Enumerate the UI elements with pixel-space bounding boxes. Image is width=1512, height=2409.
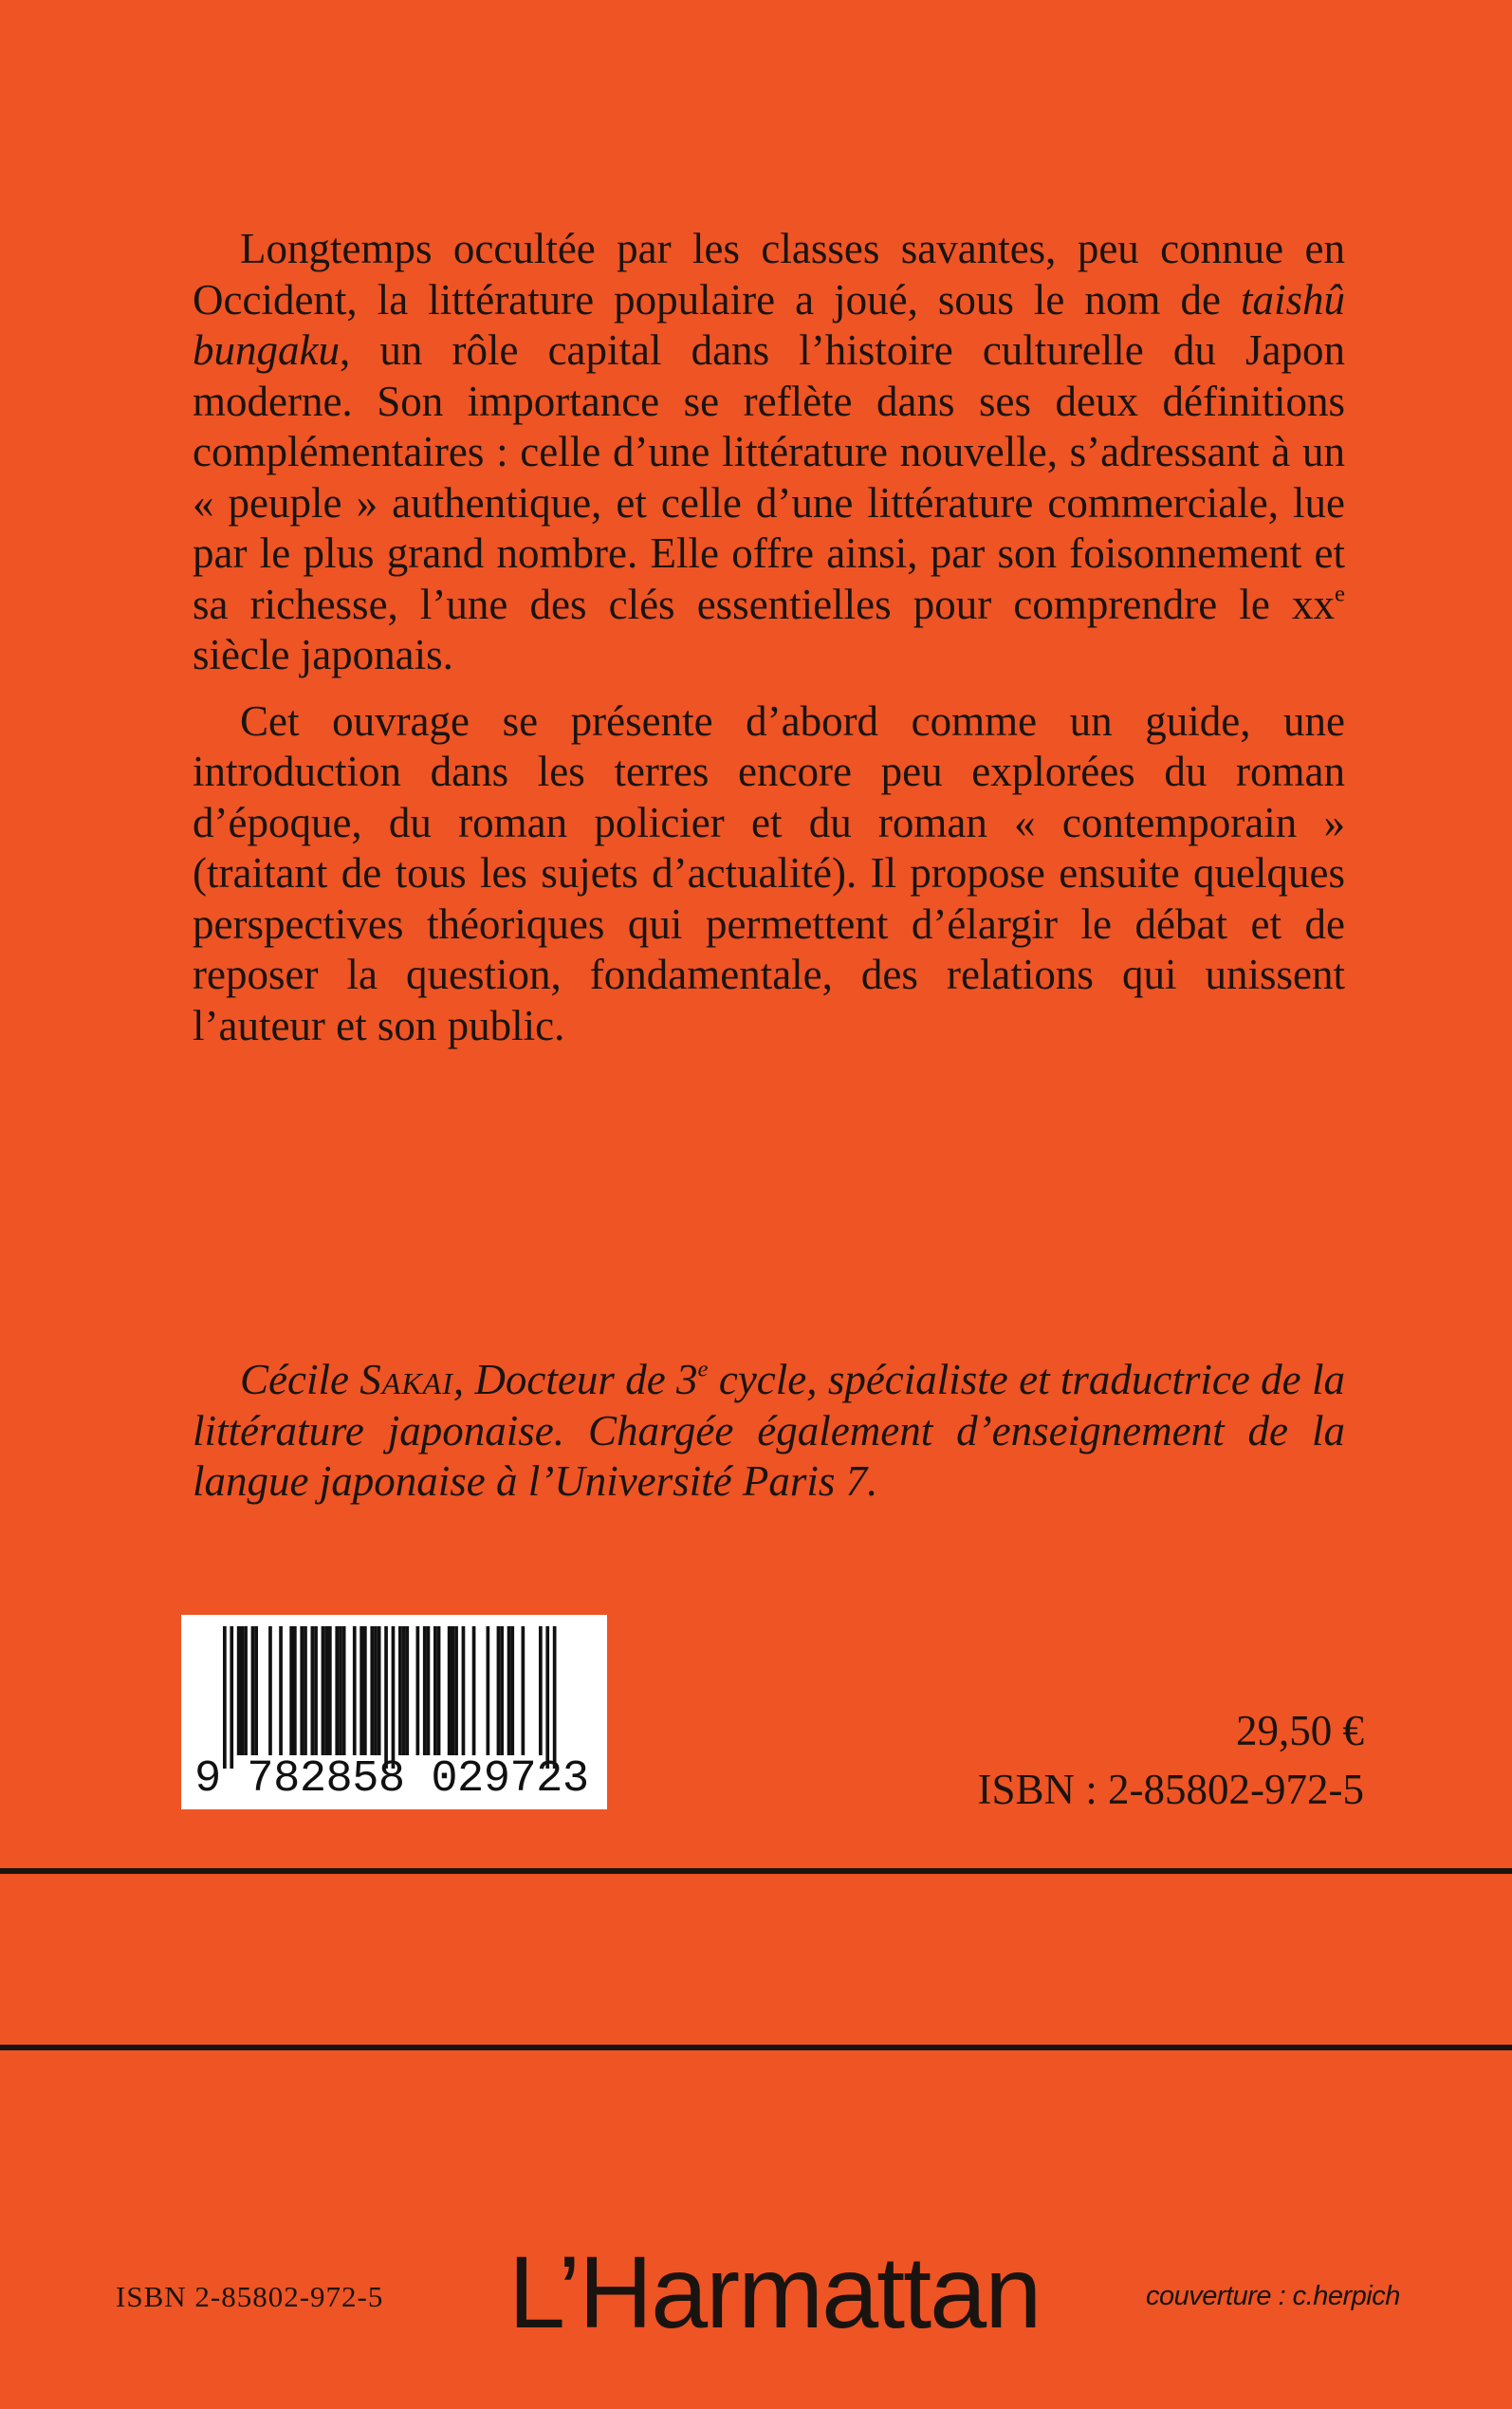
- blurb-p1-century-sup: e: [1335, 580, 1345, 606]
- barcode-bar: [360, 1626, 363, 1755]
- barcode-bar: [510, 1626, 514, 1755]
- barcode-digits: 9 782858 029723: [194, 1754, 589, 1805]
- blurb-p1-text-a: Longtemps occultée par les classes savantes, peu connue en Occident, la littérature populaire a joué, sous le nom de: [193, 225, 1345, 324]
- barcode-bar: [500, 1626, 504, 1755]
- barcode-bar: [452, 1626, 455, 1755]
- barcode-bar: [423, 1626, 427, 1755]
- blurb-paragraph-1: [193, 224, 1345, 681]
- author-bio-paragraph: [193, 1355, 1345, 1508]
- divider-rule-bottom: [0, 2045, 1512, 2050]
- blurb-p1-text-c: siècle japonais.: [193, 631, 453, 678]
- barcode-bar: [545, 1626, 549, 1769]
- barcode-bar: [251, 1626, 255, 1755]
- barcode-bar: [402, 1626, 406, 1755]
- barcode-bar: [223, 1626, 227, 1769]
- barcode-bar: [363, 1626, 367, 1755]
- barcode-bar: [339, 1626, 342, 1755]
- blurb-p1-text-b: , un rôle capital dans l’histoire culturelle du Japon moderne. Son importance se reflète dans ses deux définitions complémentaires : celle d’une littérature nouvelle, s’adressant à un « peuple » authentique, et celle d’une littérature commerciale, lue par le plus grand nombre. Elle offre ainsi, par son foisonnement et sa richesse, l’une des clés essentielles pour comprendre le: [193, 326, 1345, 628]
- author-bio: [193, 1355, 1345, 1508]
- barcode-bar: [268, 1626, 272, 1755]
- barcode-bar: [335, 1626, 339, 1755]
- author-surname: Sakai: [360, 1356, 453, 1403]
- divider-rule-top: [0, 1868, 1512, 1874]
- barcode-bar: [300, 1626, 304, 1755]
- barcode-bar: [374, 1626, 378, 1755]
- barcode-bar: [416, 1626, 420, 1755]
- barcode-bar: [437, 1626, 441, 1755]
- barcode-bar: [405, 1626, 409, 1755]
- barcode-bar: [497, 1626, 501, 1755]
- barcode-bar: [507, 1626, 511, 1755]
- barcode-bar: [289, 1626, 293, 1755]
- barcode-bar: [322, 1626, 325, 1755]
- barcode-bar: [370, 1626, 374, 1755]
- blurb-p1-century: xx: [1292, 580, 1335, 628]
- barcode: [181, 1615, 607, 1809]
- barcode-bar: [314, 1626, 318, 1755]
- barcode-bar: [342, 1626, 346, 1755]
- barcode-bar: [448, 1626, 452, 1755]
- barcode-bar: [293, 1626, 297, 1755]
- barcode-bar: [230, 1626, 233, 1769]
- author-bio-text-b: cycle, spécialiste et traductrice de la littérature japonaise. Chargée également d’enseignement de la langue japonaise à l’Université Paris 7.: [193, 1356, 1345, 1505]
- blurb-p1-italic-term: taishû bungaku: [193, 275, 1345, 374]
- barcode-bar: [487, 1626, 490, 1755]
- cover-credit: couverture : c.herpich: [1146, 2281, 1400, 2311]
- barcode-bar: [539, 1626, 543, 1755]
- barcode-bar: [328, 1626, 332, 1755]
- blurb-paragraph-2: Cet ouvrage se présente d’abord comme un guide, une introduction dans les terres encore peu explorées du roman d’époque, du roman policier et du roman « contemporain » (traitant de tous les sujets d’actualité). Il propose ensuite quelques perspectives théoriques qui permettent d’élargir le débat et de reposer la question, fondamentale, des relations qui unissent l’auteur et son public.: [193, 696, 1345, 1049]
- price: 29,50 €: [1236, 1707, 1364, 1754]
- author-bio-text-a: , Docteur de 3: [452, 1356, 698, 1403]
- barcode-bar: [311, 1626, 315, 1755]
- barcode-bar: [472, 1626, 476, 1755]
- barcode-bar: [244, 1626, 248, 1755]
- barcode-bar: [324, 1626, 328, 1755]
- barcode-bar: [392, 1626, 396, 1769]
- isbn-label-left: ISBN 2-85802-972-5: [116, 2280, 384, 2313]
- barcode-bar: [553, 1626, 557, 1769]
- barcode-bar: [241, 1626, 245, 1755]
- author-bio-sup: e: [697, 1356, 709, 1382]
- barcode-bar: [454, 1626, 458, 1755]
- barcode-bar: [462, 1626, 466, 1755]
- barcode-bar: [304, 1626, 307, 1755]
- barcode-bar: [378, 1626, 381, 1755]
- barcode-bar: [353, 1626, 357, 1755]
- barcode-bar: [384, 1626, 388, 1769]
- barcode-bar: [398, 1626, 402, 1755]
- barcode-bar: [433, 1626, 437, 1755]
- back-cover-blurb: [193, 224, 1345, 1051]
- barcode-bar: [279, 1626, 283, 1755]
- barcode-bar: [254, 1626, 258, 1755]
- author-first-name: Cécile: [240, 1356, 360, 1403]
- publisher-logo: L’Harmattan: [508, 2234, 1041, 2349]
- barcode-bar: [427, 1626, 431, 1755]
- barcode-bar: [522, 1626, 526, 1755]
- barcode-bar: [237, 1626, 241, 1755]
- isbn-label-right: ISBN : 2-85802-972-5: [977, 1766, 1364, 1813]
